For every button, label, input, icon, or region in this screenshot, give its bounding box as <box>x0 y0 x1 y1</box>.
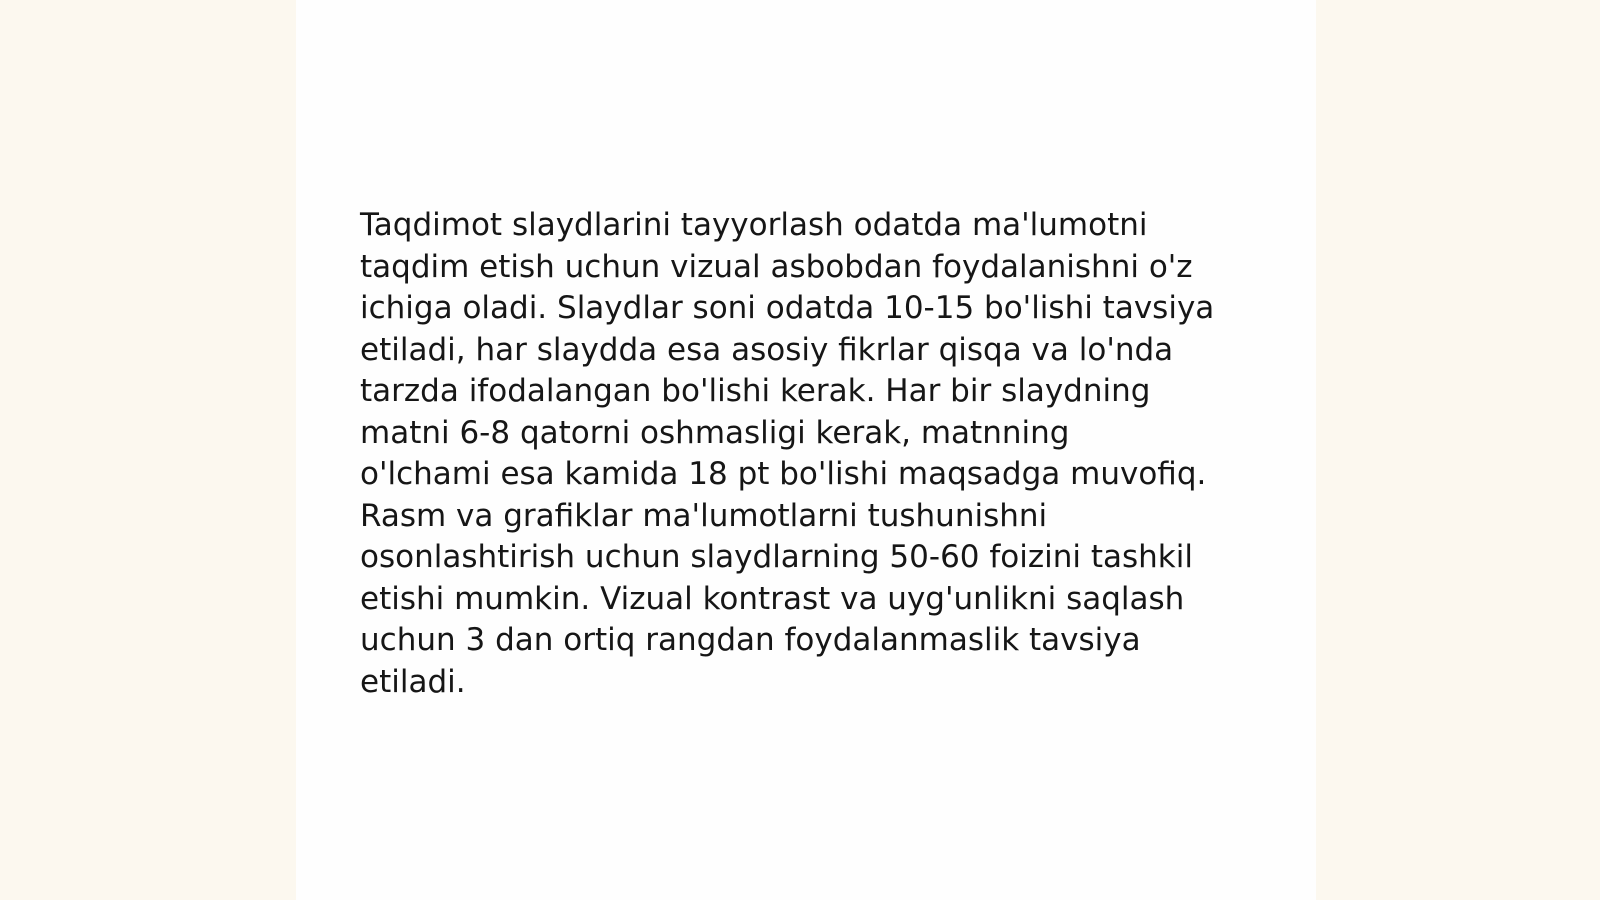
paragraph-line: matni 6-8 qatorni oshmasligi kerak, matnning <box>360 414 1070 451</box>
paragraph-line: Taqdimot slaydlarini tayyorlash odatda ma'lumotni <box>360 207 1148 243</box>
paragraph-line: etiladi. <box>360 663 466 700</box>
paragraph-line: etishi mumkin. Vizual kontrast va uyg'unlikni saqlash <box>360 580 1185 617</box>
paragraph-line: tarzda ifodalangan bo'lishi kerak. Har bir slaydning <box>360 373 1151 409</box>
paragraph-line: taqdim etish uchun vizual asbobdan foydalanishni o'z <box>360 248 1193 285</box>
paragraph-line: Rasm va grafiklar ma'lumotlarni tushunishni <box>360 497 1048 534</box>
document-page <box>296 0 1316 900</box>
paragraph-line: uchun 3 dan ortiq rangdan foydalanmaslik tavsiya <box>360 622 1141 658</box>
paragraph-line: o'lchami esa kamida 18 pt bo'lishi maqsadga muvofiq. <box>360 456 1207 492</box>
paragraph-line: osonlashtirish uchun slaydlarning 50-60 foizini tashkil <box>360 539 1193 575</box>
paragraph-line: etiladi, har slaydda esa asosiy fikrlar qisqa va lo'nda <box>360 331 1174 368</box>
paragraph-line: ichiga oladi. Slaydlar soni odatda 10-15 bo'lishi tavsiya <box>360 290 1215 326</box>
body-paragraph <box>360 205 1260 703</box>
